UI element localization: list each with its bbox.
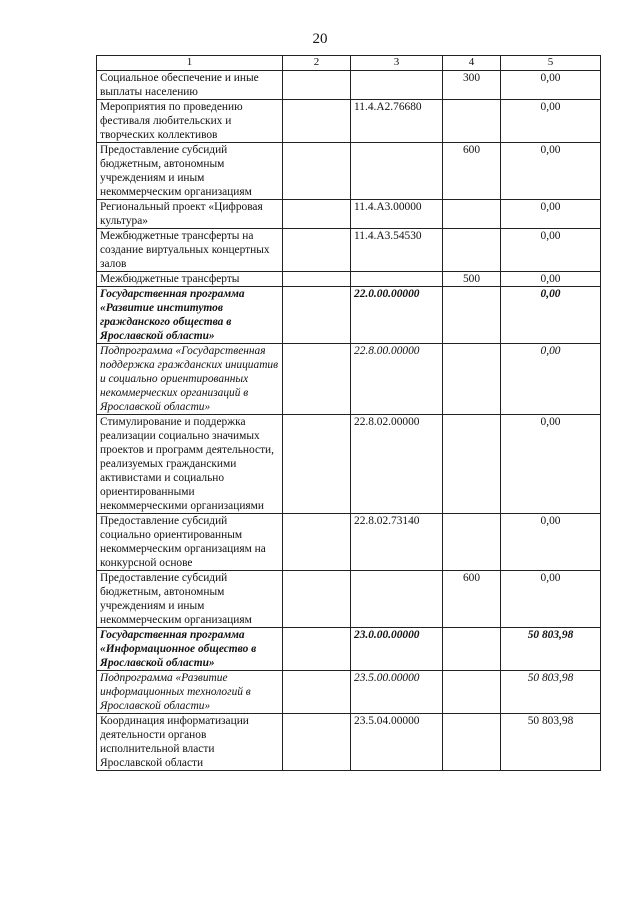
row-type-cell: [443, 200, 501, 229]
row-col2-cell: [283, 514, 351, 571]
row-col2-cell: [283, 671, 351, 714]
row-sum-cell: 0,00: [501, 287, 601, 344]
table-row: [97, 100, 601, 143]
row-code-cell: 23.0.00.00000: [351, 628, 443, 671]
column-header: 1: [97, 56, 283, 71]
row-sum-cell: 0,00: [501, 229, 601, 272]
row-name-cell: Подпрограмма «Развитие информационных технологий в Ярославской области»: [97, 671, 283, 714]
row-type-cell: 300: [443, 71, 501, 100]
row-type-cell: [443, 714, 501, 771]
row-col2-cell: [283, 71, 351, 100]
row-col2-cell: [283, 200, 351, 229]
row-code-cell: 11.4.A3.54530: [351, 229, 443, 272]
column-header: 5: [501, 56, 601, 71]
row-name-cell: Координация информатизации деятельности органов исполнительной власти Ярославской области: [97, 714, 283, 771]
row-type-cell: 600: [443, 143, 501, 200]
row-sum-cell: 0,00: [501, 415, 601, 514]
row-sum-cell: 0,00: [501, 143, 601, 200]
row-type-cell: [443, 287, 501, 344]
row-code-cell: 22.8.02.00000: [351, 415, 443, 514]
row-code-cell: 23.5.04.00000: [351, 714, 443, 771]
table-row: [97, 714, 601, 771]
row-name-cell: Социальное обеспечение и иные выплаты населению: [97, 71, 283, 100]
row-code-cell: 22.8.02.73140: [351, 514, 443, 571]
row-col2-cell: [283, 571, 351, 628]
row-type-cell: [443, 229, 501, 272]
row-name-cell: Подпрограмма «Государственная поддержка гражданских инициатив и социально ориентированных некоммерческих организаций в Ярославской области»: [97, 344, 283, 415]
row-name-cell: Межбюджетные трансферты на создание виртуальных концертных залов: [97, 229, 283, 272]
table-row: [97, 200, 601, 229]
row-type-cell: [443, 514, 501, 571]
row-col2-cell: [283, 272, 351, 287]
row-col2-cell: [283, 100, 351, 143]
row-sum-cell: 0,00: [501, 100, 601, 143]
row-type-cell: [443, 415, 501, 514]
row-sum-cell: 50 803,98: [501, 714, 601, 771]
column-header: 3: [351, 56, 443, 71]
row-code-cell: [351, 272, 443, 287]
row-code-cell: 22.0.00.00000: [351, 287, 443, 344]
row-name-cell: Межбюджетные трансферты: [97, 272, 283, 287]
row-col2-cell: [283, 143, 351, 200]
row-sum-cell: 50 803,98: [501, 628, 601, 671]
table-row: [97, 71, 601, 100]
table-row: [97, 287, 601, 344]
row-type-cell: [443, 628, 501, 671]
row-type-cell: 600: [443, 571, 501, 628]
row-type-cell: 500: [443, 272, 501, 287]
row-col2-cell: [283, 415, 351, 514]
row-name-cell: Предоставление субсидий бюджетным, автономным учреждениям и иным некоммерческим организациям: [97, 571, 283, 628]
row-sum-cell: 0,00: [501, 200, 601, 229]
row-sum-cell: 0,00: [501, 344, 601, 415]
table-row: [97, 229, 601, 272]
table-row: [97, 344, 601, 415]
row-code-cell: 23.5.00.00000: [351, 671, 443, 714]
page-number: 20: [312, 31, 328, 47]
row-sum-cell: 50 803,98: [501, 671, 601, 714]
table-row: [97, 415, 601, 514]
row-name-cell: Предоставление субсидий социально ориентированным некоммерческим организациям на конкурсной основе: [97, 514, 283, 571]
table-row: [97, 571, 601, 628]
row-sum-cell: 0,00: [501, 71, 601, 100]
row-sum-cell: 0,00: [501, 272, 601, 287]
row-code-cell: 11.4.A2.76680: [351, 100, 443, 143]
table-row: [97, 514, 601, 571]
row-col2-cell: [283, 229, 351, 272]
row-code-cell: [351, 143, 443, 200]
row-code-cell: 11.4.A3.00000: [351, 200, 443, 229]
row-code-cell: [351, 571, 443, 628]
row-code-cell: 22.8.00.00000: [351, 344, 443, 415]
row-col2-cell: [283, 287, 351, 344]
row-sum-cell: 0,00: [501, 571, 601, 628]
table-row: [97, 143, 601, 200]
row-sum-cell: 0,00: [501, 514, 601, 571]
row-col2-cell: [283, 714, 351, 771]
table-row: [97, 671, 601, 714]
table-row: [97, 628, 601, 671]
row-name-cell: Предоставление субсидий бюджетным, автономным учреждениям и иным некоммерческим организациям: [97, 143, 283, 200]
table-row: [97, 272, 601, 287]
row-name-cell: Мероприятия по проведению фестиваля любительских и творческих коллективов: [97, 100, 283, 143]
column-header: 4: [443, 56, 501, 71]
row-name-cell: Государственная программа «Информационное общество в Ярославской области»: [97, 628, 283, 671]
row-name-cell: Региональный проект «Цифровая культура»: [97, 200, 283, 229]
row-name-cell: Государственная программа «Развитие институтов гражданского общества в Ярославской области»: [97, 287, 283, 344]
row-name-cell: Стимулирование и поддержка реализации социально значимых проектов и программ деятельности, реализуемых гражданскими активистами и социально ориентированными некоммерческими организациями: [97, 415, 283, 514]
row-code-cell: [351, 71, 443, 100]
row-type-cell: [443, 100, 501, 143]
table-header-row: [97, 56, 601, 71]
row-type-cell: [443, 344, 501, 415]
budget-table: [96, 55, 601, 771]
column-header: 2: [283, 56, 351, 71]
row-col2-cell: [283, 628, 351, 671]
row-col2-cell: [283, 344, 351, 415]
row-type-cell: [443, 671, 501, 714]
